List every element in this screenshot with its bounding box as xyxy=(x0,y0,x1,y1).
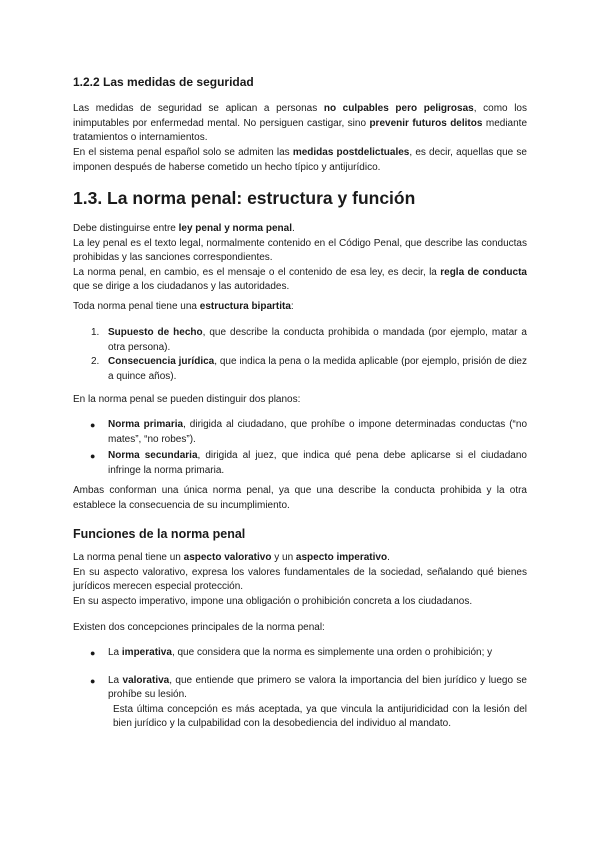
list-item: ● Norma primaria, dirigida al ciudadano, que prohíbe o impone determinadas conductas (“no mates”, “no robes”). xyxy=(90,419,528,445)
planos-list xyxy=(73,418,527,478)
paragraph-estructura-bipartita: Toda norma penal tiene una estructura bipartita: xyxy=(73,301,294,312)
list-item: 2. Consecuencia jurídica, que indica la pena o la medida aplicable (por ejemplo, prisión de diez a quince años). xyxy=(91,356,527,382)
paragraph-ley-vs-norma: Debe distinguirse entre ley penal y norma penal. La ley penal es el texto legal, normalmente contenido en el Código Penal, que describe las conductas prohibidas y las sanciones correspondientes. La norma penal, en cambio, es el mensaje o el contenido de esa ley, es decir, la regla de conducta que se dirige a los ciudadanos y las autoridades. xyxy=(73,223,527,292)
bullet-icon: ● xyxy=(90,451,96,461)
bullet-icon: ● xyxy=(90,648,96,658)
paragraph-aspectos: La norma penal tiene un aspecto valorativo y un aspecto imperativo. En su aspecto valorativo, expresa los valores fundamentales de la sociedad, señalando qué bienes jurídicos merecen especial protección. En su aspecto imperativo, impone una obligación o prohibición concreta a los ciudadanos. xyxy=(73,552,527,607)
list-item: ● La valorativa, que entiende que primero se valora la importancia del bien jurídico y luego se prohíbe su lesión. Esta última concepción es más aceptada, ya que vincula la antijuridicidad con la lesión del bien jurídico y la culpabilidad con la desobediencia del individuo al mandato. xyxy=(90,674,527,729)
concepciones-list xyxy=(73,646,527,732)
section-heading-1-2-2: 1.2.2 Las medidas de seguridad xyxy=(73,75,254,89)
estructura-list xyxy=(73,326,527,384)
list-item: ● Norma secundaria, dirigida al juez, que indica qué pena debe aplicarse si el ciudadano infringe la norma primaria. xyxy=(90,450,527,476)
paragraph-ambas-conforman: Ambas conforman una única norma penal, ya que una describe la conducta prohibida y la otra establece la consecuencia de su incumplimiento. xyxy=(73,485,527,511)
list-item: ● La imperativa, que considera que la norma es simplemente una orden o prohibición; y xyxy=(73,646,527,661)
paragraph-medidas-seguridad: Las medidas de seguridad se aplican a personas no culpables pero peligrosas, como los inimputables por enfermedad mental. No persiguen castigar, sino prevenir futuros delitos mediante tratamientos o internamientos. xyxy=(73,103,527,143)
paragraph-medidas-postdelictuales: En el sistema penal español solo se admiten las medidas postdelictuales, es decir, aquellas que se imponen después de haberse cometido un hecho típico y antijurídico. xyxy=(73,147,527,173)
section-heading-1-3: 1.3. La norma penal: estructura y función xyxy=(73,188,416,208)
bullet-icon: ● xyxy=(90,420,96,430)
list-item: 1. Supuesto de hecho, que describe la conducta prohibida o mandada (por ejemplo, matar a otra persona). xyxy=(91,327,527,353)
paragraph-dos-planos: En la norma penal se pueden distinguir dos planos: xyxy=(73,394,301,405)
paragraph-concepciones: Existen dos concepciones principales de la norma penal: xyxy=(73,622,325,633)
bullet-icon: ● xyxy=(90,675,96,686)
section-heading-funciones: Funciones de la norma penal xyxy=(73,527,246,541)
